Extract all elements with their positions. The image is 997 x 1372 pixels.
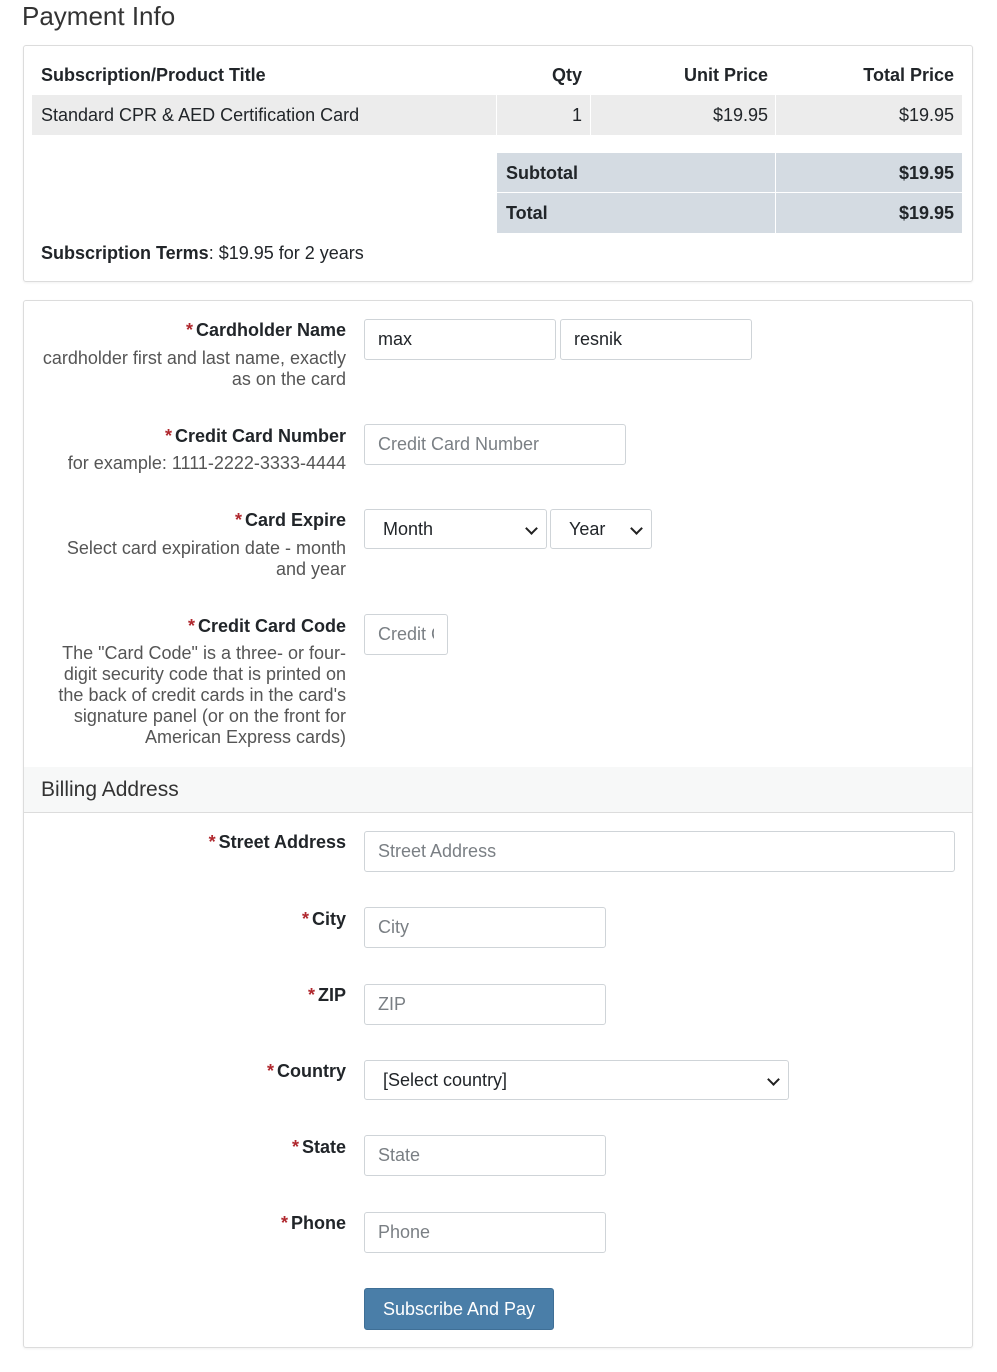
- col-header-total-price: Total Price: [863, 65, 954, 85]
- billing-address-header: [24, 767, 972, 813]
- card-code-label: * Credit Card Code: [187, 616, 346, 636]
- phone-input[interactable]: [364, 1212, 606, 1253]
- payment-form: [23, 300, 973, 1348]
- required-marker: *: [185, 320, 193, 340]
- item-unit-price: $19.95: [712, 105, 768, 125]
- expire-year-select[interactable]: Year: [550, 509, 652, 549]
- card-number-input[interactable]: [364, 424, 626, 465]
- country-label: * Country: [266, 1061, 346, 1081]
- page-title: Payment Info: [22, 1, 176, 31]
- card-number-label: * Credit Card Number: [164, 426, 346, 446]
- card-expire-help: Select card expiration date - month and year: [66, 538, 346, 579]
- card-expire-label: * Card Expire: [234, 510, 346, 530]
- item-qty: 1: [571, 105, 582, 125]
- card-code-help: The "Card Code" is a three- or four-digit security code that is printed on the back of credit cards in the card's signature panel (or on the front for American Express cards): [58, 643, 346, 747]
- chevron-down-icon: [525, 522, 538, 535]
- item-title: Standard CPR & AED Certification Card: [41, 105, 360, 125]
- state-label: * State: [291, 1137, 346, 1157]
- expire-month-select[interactable]: Month: [364, 509, 547, 549]
- subscribe-and-pay-button[interactable]: Subscribe And Pay: [364, 1288, 554, 1330]
- card-code-input[interactable]: [364, 614, 448, 655]
- card-number-help: for example: 1111-2222-3333-4444: [67, 453, 346, 473]
- chevron-down-icon: [630, 522, 643, 535]
- subscription-terms: [41, 242, 364, 264]
- chevron-down-icon: [767, 1073, 780, 1086]
- cardholder-first-name-input[interactable]: [364, 319, 556, 360]
- city-input[interactable]: [364, 907, 606, 948]
- cardholder-name-label: * Cardholder Name: [185, 320, 346, 340]
- street-address-label: * Street Address: [208, 832, 346, 852]
- country-select[interactable]: [Select country]: [364, 1060, 789, 1100]
- terms-value: : $19.95 for 2 years: [208, 243, 364, 263]
- subtotal-label: Subtotal: [506, 163, 578, 183]
- state-input[interactable]: [364, 1135, 606, 1176]
- zip-input[interactable]: [364, 984, 606, 1025]
- zip-label: * ZIP: [307, 985, 346, 1005]
- order-summary: [23, 45, 973, 282]
- cardholder-name-help: cardholder first and last name, exactly as on the card: [42, 348, 346, 389]
- street-address-input[interactable]: [364, 831, 955, 872]
- cardholder-last-name-input[interactable]: [560, 319, 752, 360]
- col-header-title: Subscription/Product Title: [41, 65, 266, 85]
- col-header-unit-price: Unit Price: [683, 65, 768, 85]
- city-label: * City: [301, 909, 346, 929]
- phone-label: * Phone: [280, 1213, 346, 1233]
- col-header-qty: Qty: [551, 65, 582, 85]
- total-value: $19.95: [898, 203, 954, 223]
- item-total-price: $19.95: [898, 105, 954, 125]
- billing-address-title: Billing Address: [41, 778, 179, 801]
- total-label: Total: [506, 203, 548, 223]
- subtotal-value: $19.95: [898, 163, 954, 183]
- terms-label: Subscription Terms: [41, 243, 209, 263]
